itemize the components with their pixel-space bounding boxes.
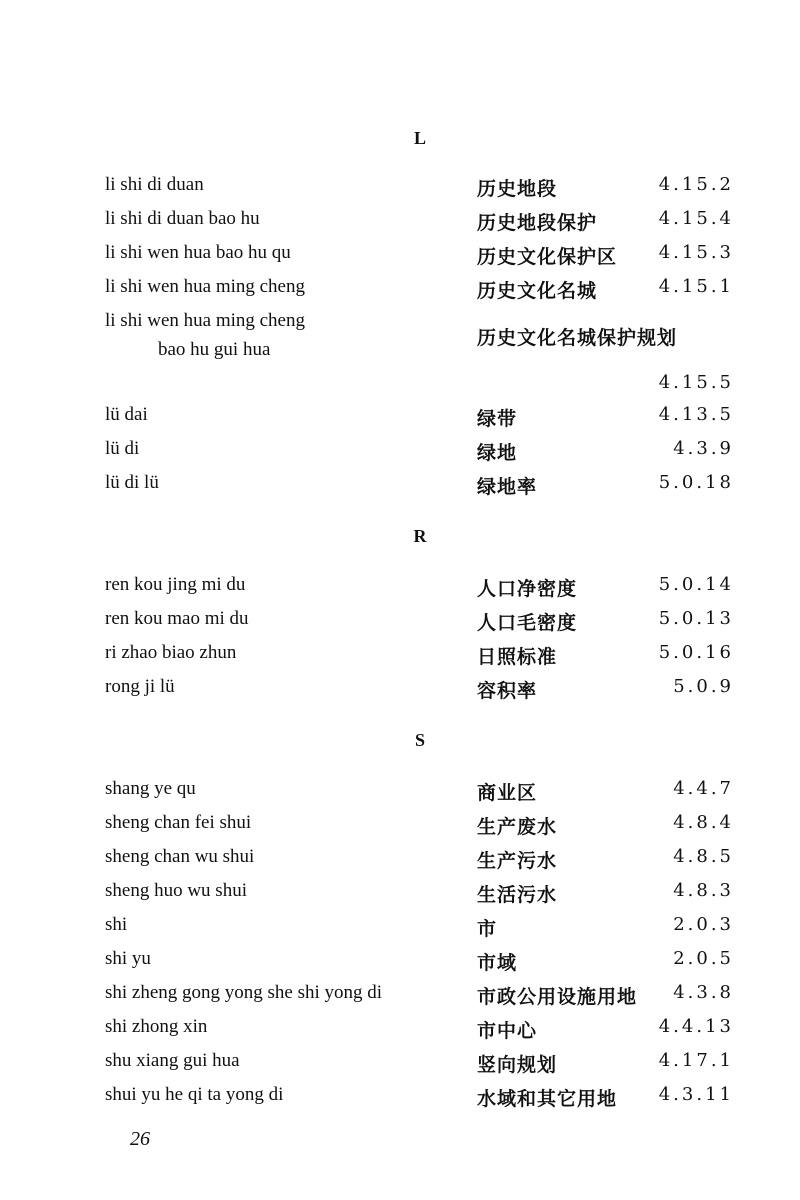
entry-pinyin: li shi wen hua ming cheng xyxy=(105,310,305,331)
entry-pinyin: lü di xyxy=(105,438,140,459)
index-entry xyxy=(0,982,800,1010)
page-number: 26 xyxy=(130,1128,150,1150)
index-entry xyxy=(0,778,800,806)
index-entry xyxy=(0,608,800,636)
entry-pinyin: li shi di duan xyxy=(105,174,204,195)
entry-pinyin: shu xiang gui hua xyxy=(105,1050,240,1071)
entry-code: 4.15.5 xyxy=(658,372,734,393)
entry-chinese: 绿地率 xyxy=(477,476,538,498)
index-entry xyxy=(0,208,800,236)
entry-pinyin: shang ye qu xyxy=(105,778,196,799)
entry-code: 5.0.9 xyxy=(673,676,734,697)
entry-chinese: 水域和其它用地 xyxy=(477,1088,618,1110)
entry-chinese: 生活污水 xyxy=(477,884,558,906)
section-letter-l: L xyxy=(413,128,426,148)
index-entry xyxy=(0,574,800,602)
entry-pinyin: shi xyxy=(105,914,128,935)
entry-chinese: 历史文化名城 xyxy=(477,280,598,302)
entry-code: 4.3.8 xyxy=(673,982,734,1003)
index-entry xyxy=(0,404,800,432)
index-entry xyxy=(0,846,800,874)
entry-code: 2.0.3 xyxy=(673,914,734,935)
index-entry xyxy=(0,310,800,400)
entry-chinese: 市政公用设施用地 xyxy=(477,986,638,1008)
index-entry xyxy=(0,642,800,670)
entry-pinyin: shui yu he qi ta yong di xyxy=(105,1084,284,1105)
entry-pinyin: ren kou mao mi du xyxy=(105,608,249,629)
entry-code: 4.3.9 xyxy=(673,438,734,459)
index-entry xyxy=(0,948,800,976)
entry-code: 4.8.3 xyxy=(673,880,734,901)
entry-code: 4.13.5 xyxy=(658,404,734,425)
entry-pinyin: sheng huo wu shui xyxy=(105,880,247,901)
entry-code: 4.4.7 xyxy=(673,778,734,799)
index-entry xyxy=(0,1016,800,1044)
entry-pinyin: li shi wen hua ming cheng xyxy=(105,276,305,297)
index-entry xyxy=(0,914,800,942)
entry-chinese: 市 xyxy=(477,918,498,940)
entry-code: 4.8.4 xyxy=(673,812,734,833)
entry-chinese: 容积率 xyxy=(477,680,538,702)
entry-pinyin: shi zhong xin xyxy=(105,1016,208,1037)
entry-code: 2.0.5 xyxy=(673,948,734,969)
entry-code: 4.3.11 xyxy=(658,1084,734,1105)
entry-chinese: 历史地段 xyxy=(477,178,558,200)
entry-code: 5.0.16 xyxy=(658,642,734,663)
entry-code: 4.8.5 xyxy=(673,846,734,867)
entry-chinese: 市域 xyxy=(477,952,518,974)
entry-code: 5.0.14 xyxy=(658,574,734,595)
entry-pinyin: sheng chan wu shui xyxy=(105,846,255,867)
index-entry xyxy=(0,1050,800,1078)
entry-pinyin: ri zhao biao zhun xyxy=(105,642,237,663)
entry-chinese: 日照标准 xyxy=(477,646,558,668)
entry-code: 4.4.13 xyxy=(658,1016,734,1037)
entry-chinese: 历史地段保护 xyxy=(477,212,598,234)
entry-code: 4.15.1 xyxy=(658,276,734,297)
entry-code: 5.0.18 xyxy=(658,472,734,493)
entry-chinese: 生产污水 xyxy=(477,850,558,872)
section-letter-s: S xyxy=(414,730,425,750)
entry-chinese: 人口毛密度 xyxy=(477,612,578,634)
entry-code: 4.17.1 xyxy=(658,1050,734,1071)
index-entry xyxy=(0,472,800,500)
entry-code: 5.0.13 xyxy=(658,608,734,629)
entry-pinyin: lü di lü xyxy=(105,472,159,493)
index-entry xyxy=(0,174,800,202)
entry-pinyin: shi zheng gong yong she shi yong di xyxy=(105,982,383,1003)
entry-pinyin: sheng chan fei shui xyxy=(105,812,252,833)
section-letter-r: R xyxy=(413,526,427,546)
entry-pinyin: li shi wen hua bao hu qu xyxy=(105,242,291,263)
entry-chinese: 人口净密度 xyxy=(477,578,578,600)
entry-chinese: 历史文化保护区 xyxy=(477,246,618,268)
entry-chinese: 历史文化名城保护规划 xyxy=(477,327,678,349)
entry-chinese: 竖向规划 xyxy=(477,1054,558,1076)
entry-chinese: 市中心 xyxy=(477,1020,538,1042)
index-entry xyxy=(0,880,800,908)
entry-chinese: 生产废水 xyxy=(477,816,558,838)
index-entry xyxy=(0,676,800,704)
index-entry xyxy=(0,242,800,270)
index-entry xyxy=(0,1084,800,1112)
entry-pinyin-continuation: bao hu gui hua xyxy=(158,339,271,360)
index-entry xyxy=(0,812,800,840)
index-entry xyxy=(0,276,800,304)
entry-chinese: 绿带 xyxy=(477,408,518,430)
entry-code: 4.15.4 xyxy=(658,208,734,229)
entry-pinyin: ren kou jing mi du xyxy=(105,574,246,595)
index-entry xyxy=(0,438,800,466)
entry-chinese: 商业区 xyxy=(477,782,538,804)
entry-code: 4.15.2 xyxy=(658,174,734,195)
entry-pinyin: shi yu xyxy=(105,948,151,969)
entry-pinyin: li shi di duan bao hu xyxy=(105,208,260,229)
entry-chinese: 绿地 xyxy=(477,442,518,464)
entry-pinyin: rong ji lü xyxy=(105,676,175,697)
entry-pinyin: lü dai xyxy=(105,404,148,425)
entry-code: 4.15.3 xyxy=(658,242,734,263)
